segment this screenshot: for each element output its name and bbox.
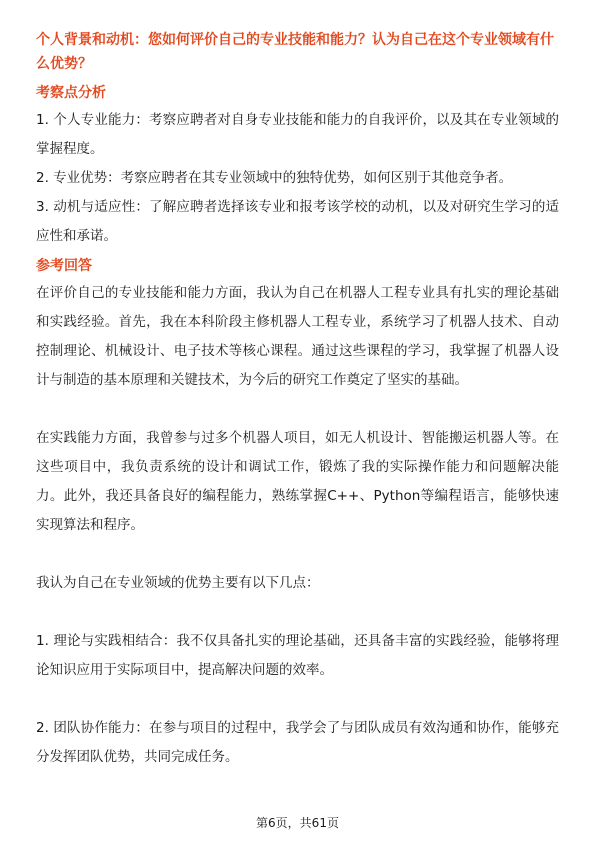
document-page bbox=[36, 28, 559, 772]
analysis-item-1: 1. 个人专业能力：考察应聘者对自身专业技能和能力的自我评价，以及其在专业领域的掌握程度。 bbox=[36, 112, 559, 157]
analysis-item-2: 2. 专业优势：考察应聘者在其专业领域中的独特优势，如何区别于其他竞争者。 bbox=[36, 170, 513, 186]
answer-paragraph-3: 我认为自己在专业领域的优势主要有以下几点： bbox=[36, 575, 320, 591]
answer-paragraph-1: 在评价自己的专业技能和能力方面，我认为自己在机器人工程专业具有扎实的理论基础和实践经验。首先，我在本科阶段主修机器人工程专业，系统学习了机器人技术、自动控制理论、机械设计、电子技术等核心课程。通过这些课程的学习，我掌握了机器人设计与制造的基本原理和关键技术，为今后的研究工作奠定了坚实的基础。 bbox=[36, 285, 559, 388]
answer-heading: 参考回答 bbox=[36, 258, 92, 274]
answer-paragraph-4: 1. 理论与实践相结合：我不仅具备扎实的理论基础，还具备丰富的实践经验，能够将理论知识应用于实际项目中，提高解决问题的效率。 bbox=[36, 633, 559, 678]
answer-paragraph-5: 2. 团队协作能力：在参与项目的过程中，我学会了与团队成员有效沟通和协作，能够充分发挥团队优势，共同完成任务。 bbox=[36, 720, 559, 765]
answer-paragraph-2: 在实践能力方面，我曾参与过多个机器人项目，如无人机设计、智能搬运机器人等。在这些项目中，我负责系统的设计和调试工作，锻炼了我的实际操作能力和问题解决能力。此外，我还具备良好的编程能力，熟练掌握C++、Python等编程语言，能够快速实现算法和程序。 bbox=[36, 430, 559, 533]
question-title: 个人背景和动机：您如何评价自己的专业技能和能力？认为自己在这个专业领域有什么优势？ bbox=[36, 32, 554, 72]
analysis-item-3: 3. 动机与适应性：了解应聘者选择该专业和报考该学校的动机，以及对研究生学习的适应性和承诺。 bbox=[36, 199, 559, 244]
analysis-heading: 考察点分析 bbox=[36, 85, 106, 101]
page-number: 第6页，共61页 bbox=[256, 816, 339, 830]
